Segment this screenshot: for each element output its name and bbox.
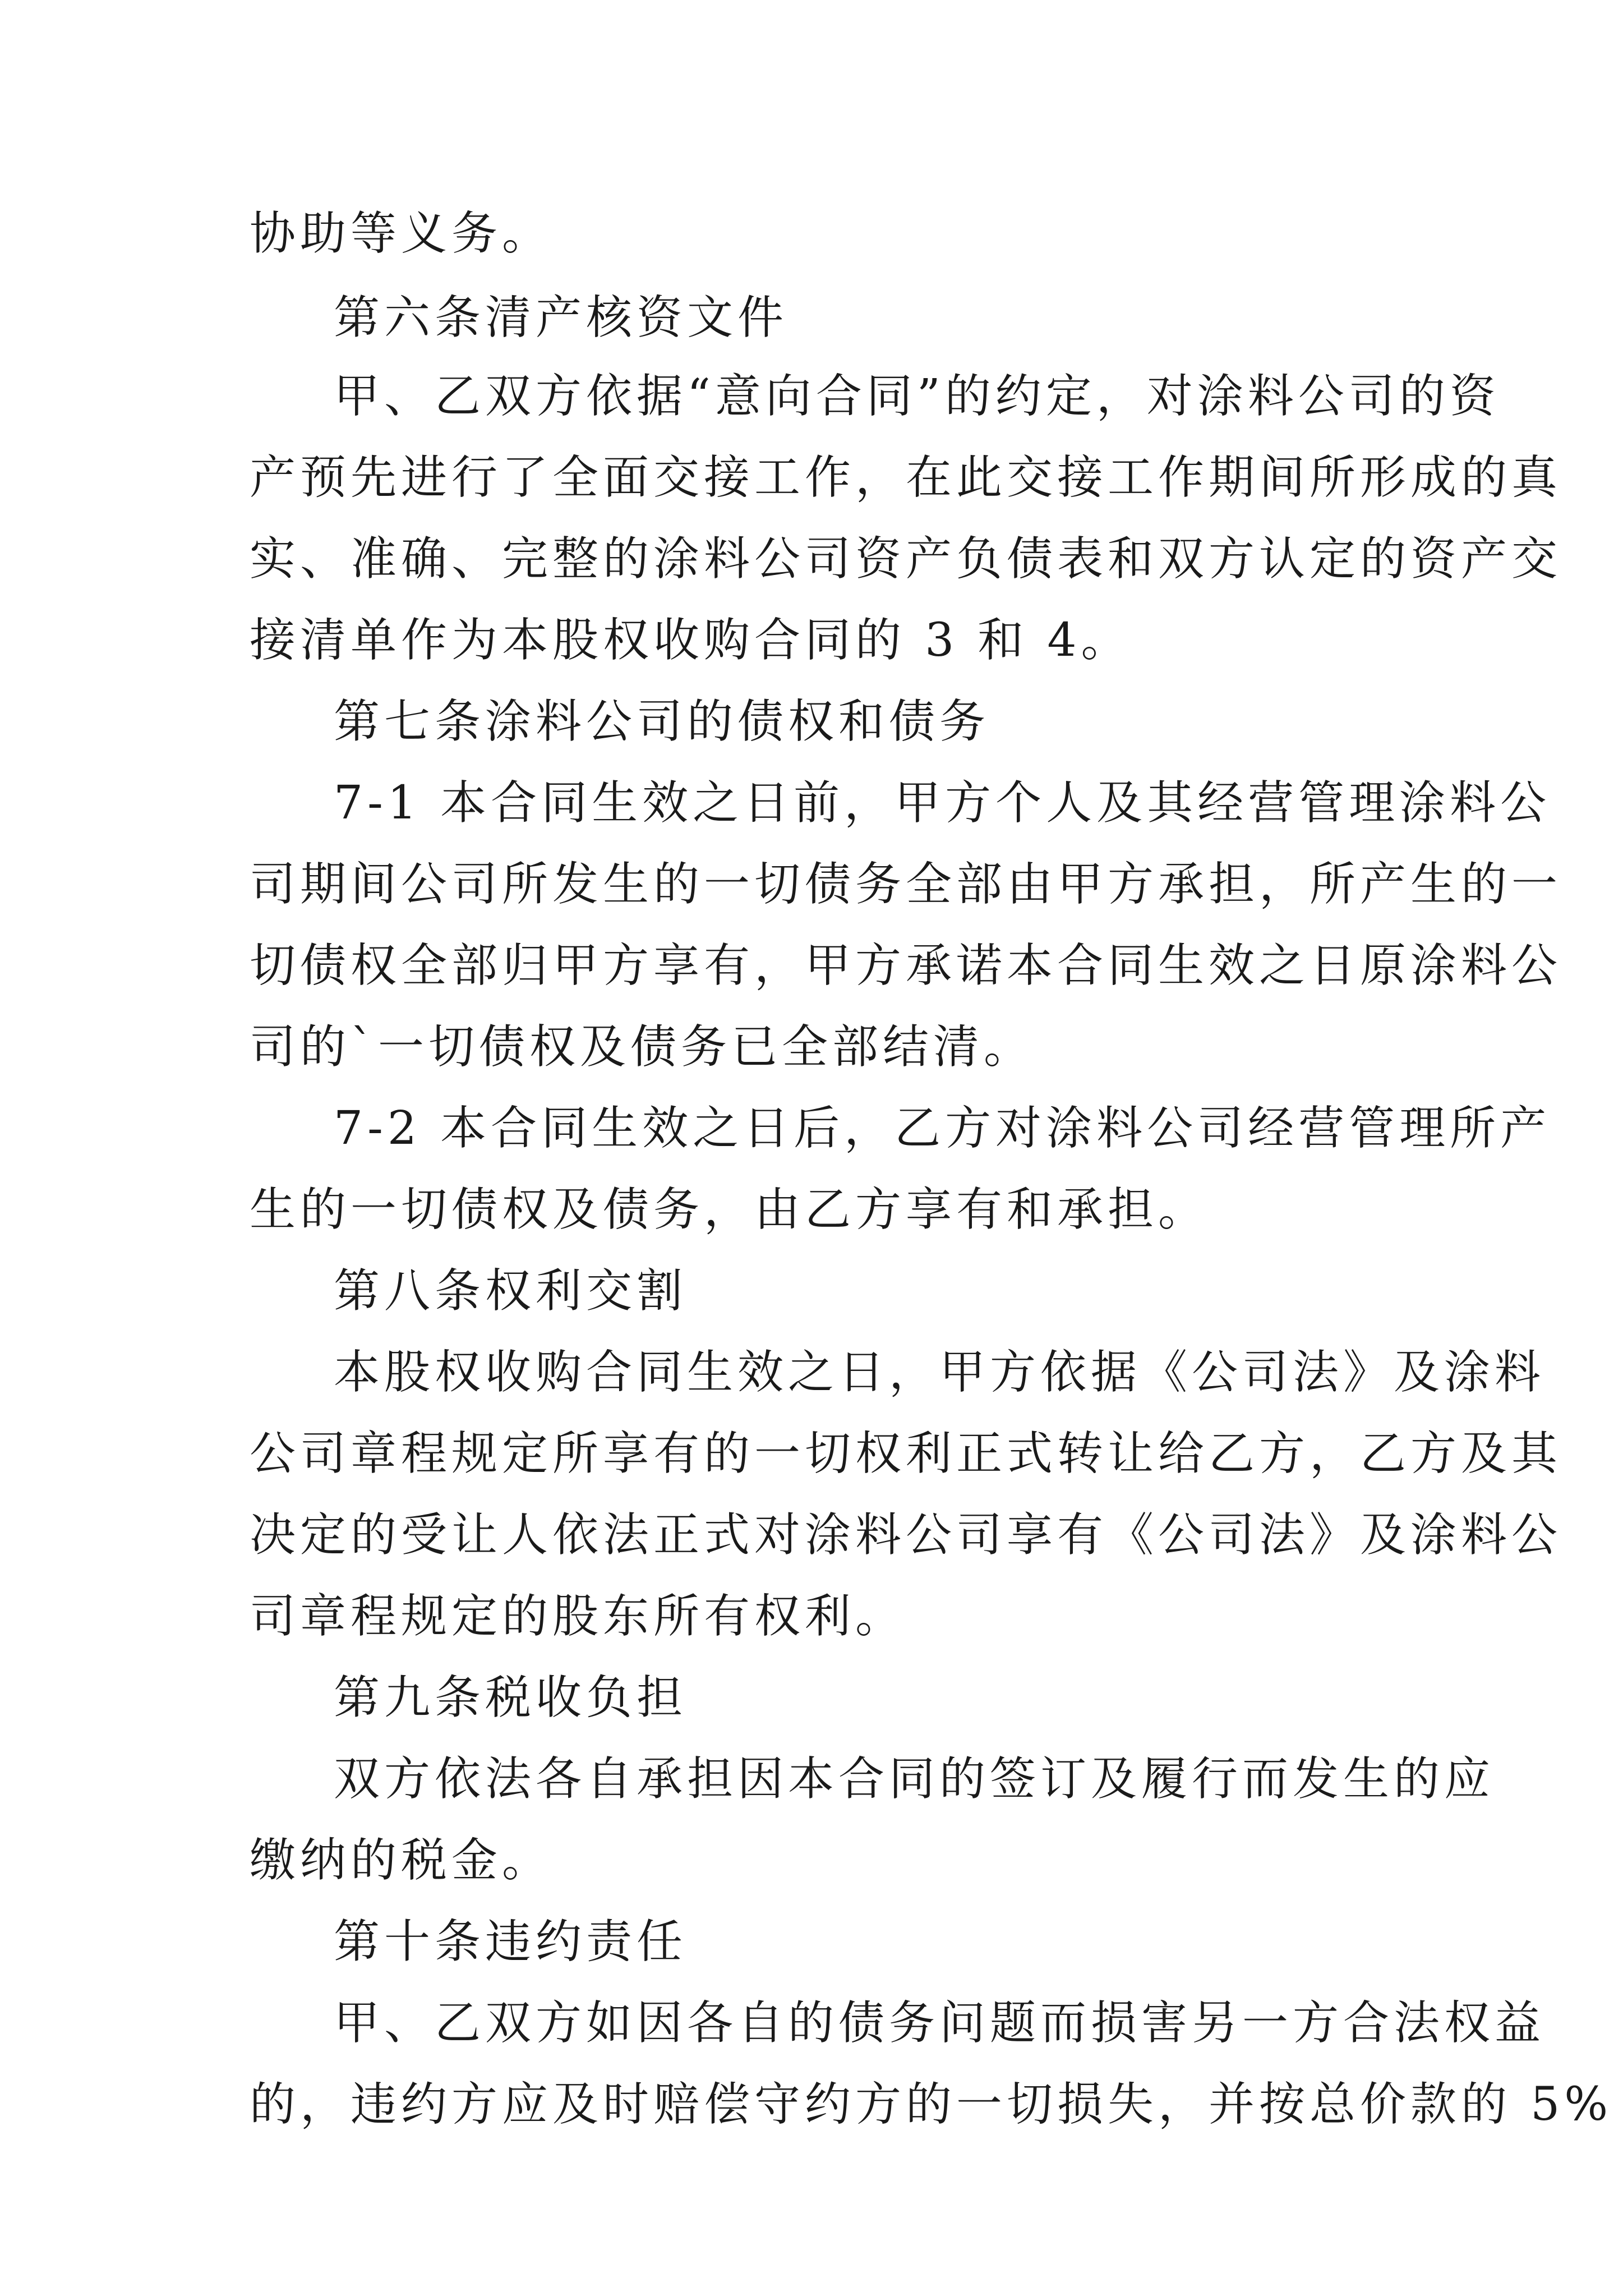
section-heading: 第七条涂料公司的债权和债务 bbox=[334, 695, 990, 748]
text-line: 公司章程规定所享有的一切权利正式转让给乙方，乙方及其 bbox=[250, 1427, 1562, 1480]
text-line: 生的一切债权及债务，由乙方享有和承担。 bbox=[250, 1183, 1209, 1236]
text-line: 实、准确、完整的涂料公司资产负债表和双方认定的资产交 bbox=[250, 532, 1562, 586]
section-heading: 第六条清产核资文件 bbox=[334, 291, 789, 344]
section-heading: 第十条违约责任 bbox=[334, 1915, 688, 1968]
text-line: 决定的受让人依法正式对涂料公司享有《公司法》及涂料公 bbox=[250, 1508, 1562, 1562]
text-line: 缴纳的税金。 bbox=[250, 1834, 553, 1887]
section-heading: 第八条权利交割 bbox=[334, 1264, 688, 1318]
text-line: 接清单作为本股权收购合同的 3 和 4。 bbox=[250, 614, 1132, 667]
text-line: 的，违约方应及时赔偿守约方的一切损失，并按总价款的 5% bbox=[250, 2078, 1613, 2131]
text-line: 产预先进行了全面交接工作，在此交接工作期间所形成的真 bbox=[250, 451, 1562, 504]
text-line: 司期间公司所发生的一切债务全部由甲方承担，所产生的一 bbox=[250, 858, 1562, 911]
text-line: 双方依法各自承担因本合同的签订及履行而发生的应 bbox=[334, 1752, 1495, 1806]
text-line: 甲、乙双方依据“意向合同”的约定，对涂料公司的资 bbox=[334, 370, 1500, 423]
text-line: 协助等义务。 bbox=[250, 207, 553, 260]
text-line: 司章程规定的股东所有权利。 bbox=[250, 1590, 906, 1643]
text-line: 本股权收购合同生效之日，甲方依据《公司法》及涂料 bbox=[334, 1346, 1546, 1399]
text-line: 7-1 本合同生效之日前，甲方个人及其经营管理涂料公 bbox=[334, 776, 1551, 830]
text-line: 司的`一切债权及债务已全部结清。 bbox=[250, 1020, 1035, 1074]
section-heading: 第九条税收负担 bbox=[334, 1671, 688, 1724]
text-line: 切债权全部归甲方享有，甲方承诺本合同生效之日原涂料公 bbox=[250, 939, 1562, 992]
text-line: 甲、乙双方如因各自的债务问题而损害另一方合法权益 bbox=[334, 1996, 1546, 2050]
text-line: 7-2 本合同生效之日后，乙方对涂料公司经营管理所产 bbox=[334, 1102, 1551, 1155]
